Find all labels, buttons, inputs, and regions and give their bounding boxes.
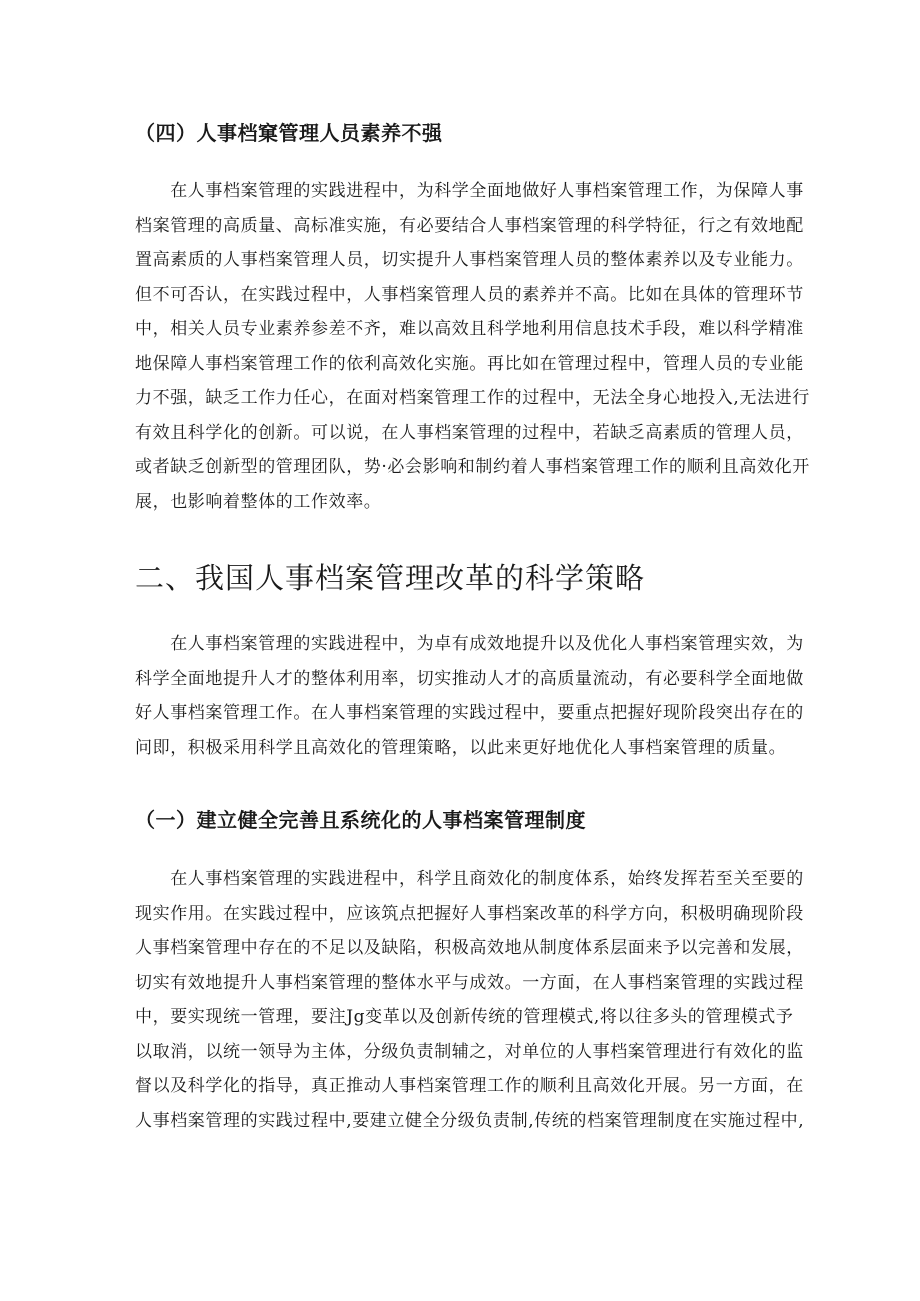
text-line: 在人事档案管理的实践进程中，科学且商效化的制度体系，始终发挥若至关至要的	[135, 869, 804, 889]
text-line: 置高素质的人事档案管理人员，切实提升人事档案管理人员的整体素养以及专业能力。	[135, 250, 804, 270]
paragraph-system-build	[135, 862, 805, 1138]
text-line: 展，也影响着整体的工作效率。	[135, 491, 382, 512]
text-line: 但不可否认，在实践过程中，人事档案管理人员的素养并不高。比如在具体的管理环节	[135, 284, 804, 305]
text-line: 切实有效地提升人事档案管理的整体水平与成效。一方面，在人事档案管理的实践过程	[135, 972, 804, 993]
text-line: 问即，积极采用科学且高效化的管理策略，以此来更好地优化人事档案管理的质量。	[135, 737, 787, 758]
subsection-heading-four: （四）人事档窠管理人员素养不强	[135, 121, 443, 145]
text-line: 有效且科学化的创新。可以说，在人事档案管理的过程中，若缺乏高素质的管理人员，	[135, 422, 804, 443]
text-line: 科学全面地提升人才的整体利用率，切实推动人才的高质量流动，有必要科学全面地做	[135, 668, 804, 689]
text-line: 以取消，以统一领导为主体，分级负责制辅之，对单位的人事档案管理进行有效化的监	[135, 1041, 804, 1062]
text-line: 在人事档案管理的实践进程中，为科学全面地做好人事档案管理工作，为保障人事	[135, 181, 804, 201]
subsection-heading-one: （一）建立健全完善且系统化的人事档案管理制度	[135, 808, 586, 832]
text-line: 力不强，缺乏工作力任心，在面对档案管理工作的过程中，无法全身心地投入,无法进行	[135, 388, 810, 408]
text-line: 中，要实现统一管理，要注Jg变革以及创新传统的管理模式,将以往多头的管理模式予	[135, 1007, 794, 1027]
text-line: 督以及科学化的指导，真正推动人事档案管理工作的顺利且高效化开展。另一方面，在	[135, 1076, 804, 1096]
section-heading-two: 二、我国人事档案管理改革的科学策略	[135, 561, 646, 595]
text-line: 现实作用。在实践过程中，应该筑点把握好人事档案改革的科学方向，积极明确现阶段	[135, 903, 804, 924]
text-line: 地保障人事档案管理工作的依利高效化实施。再比如在管理过程中，管理人员的专业能	[135, 353, 804, 374]
paragraph-quality-issue	[135, 174, 810, 519]
text-line: 人事档案管理的实践过程中,要建立健全分级负责制,传统的档案管理制度在实施过程中,	[135, 1110, 805, 1131]
text-line: 好人事档案管理工作。在人事档案管理的实践过程中，要重点把握好现阶段突出存在的	[135, 703, 804, 723]
text-line: 档案管理的高质量、高标准实施，有必要结合人事档案管理的科学特征，行之有效地配	[135, 215, 804, 236]
text-line: 或者缺乏创新型的管理团队，势·必会影响和制约着人事档案管理工作的顺利且高效化开	[135, 457, 810, 477]
text-line: 人事档案管理中存在的不足以及缺陷，积极高效地从制度体系层面来予以完善和发展，	[135, 938, 804, 958]
text-line: 中，相关人员专业素养参差不齐，难以高效且科学地利用信息技术手段，难以科学精准	[135, 319, 804, 339]
paragraph-strategy-intro	[135, 627, 804, 765]
text-line: 在人事档案管理的实践进程中，为卓有成效地提升以及优化人事档案管理实效，为	[135, 634, 804, 654]
